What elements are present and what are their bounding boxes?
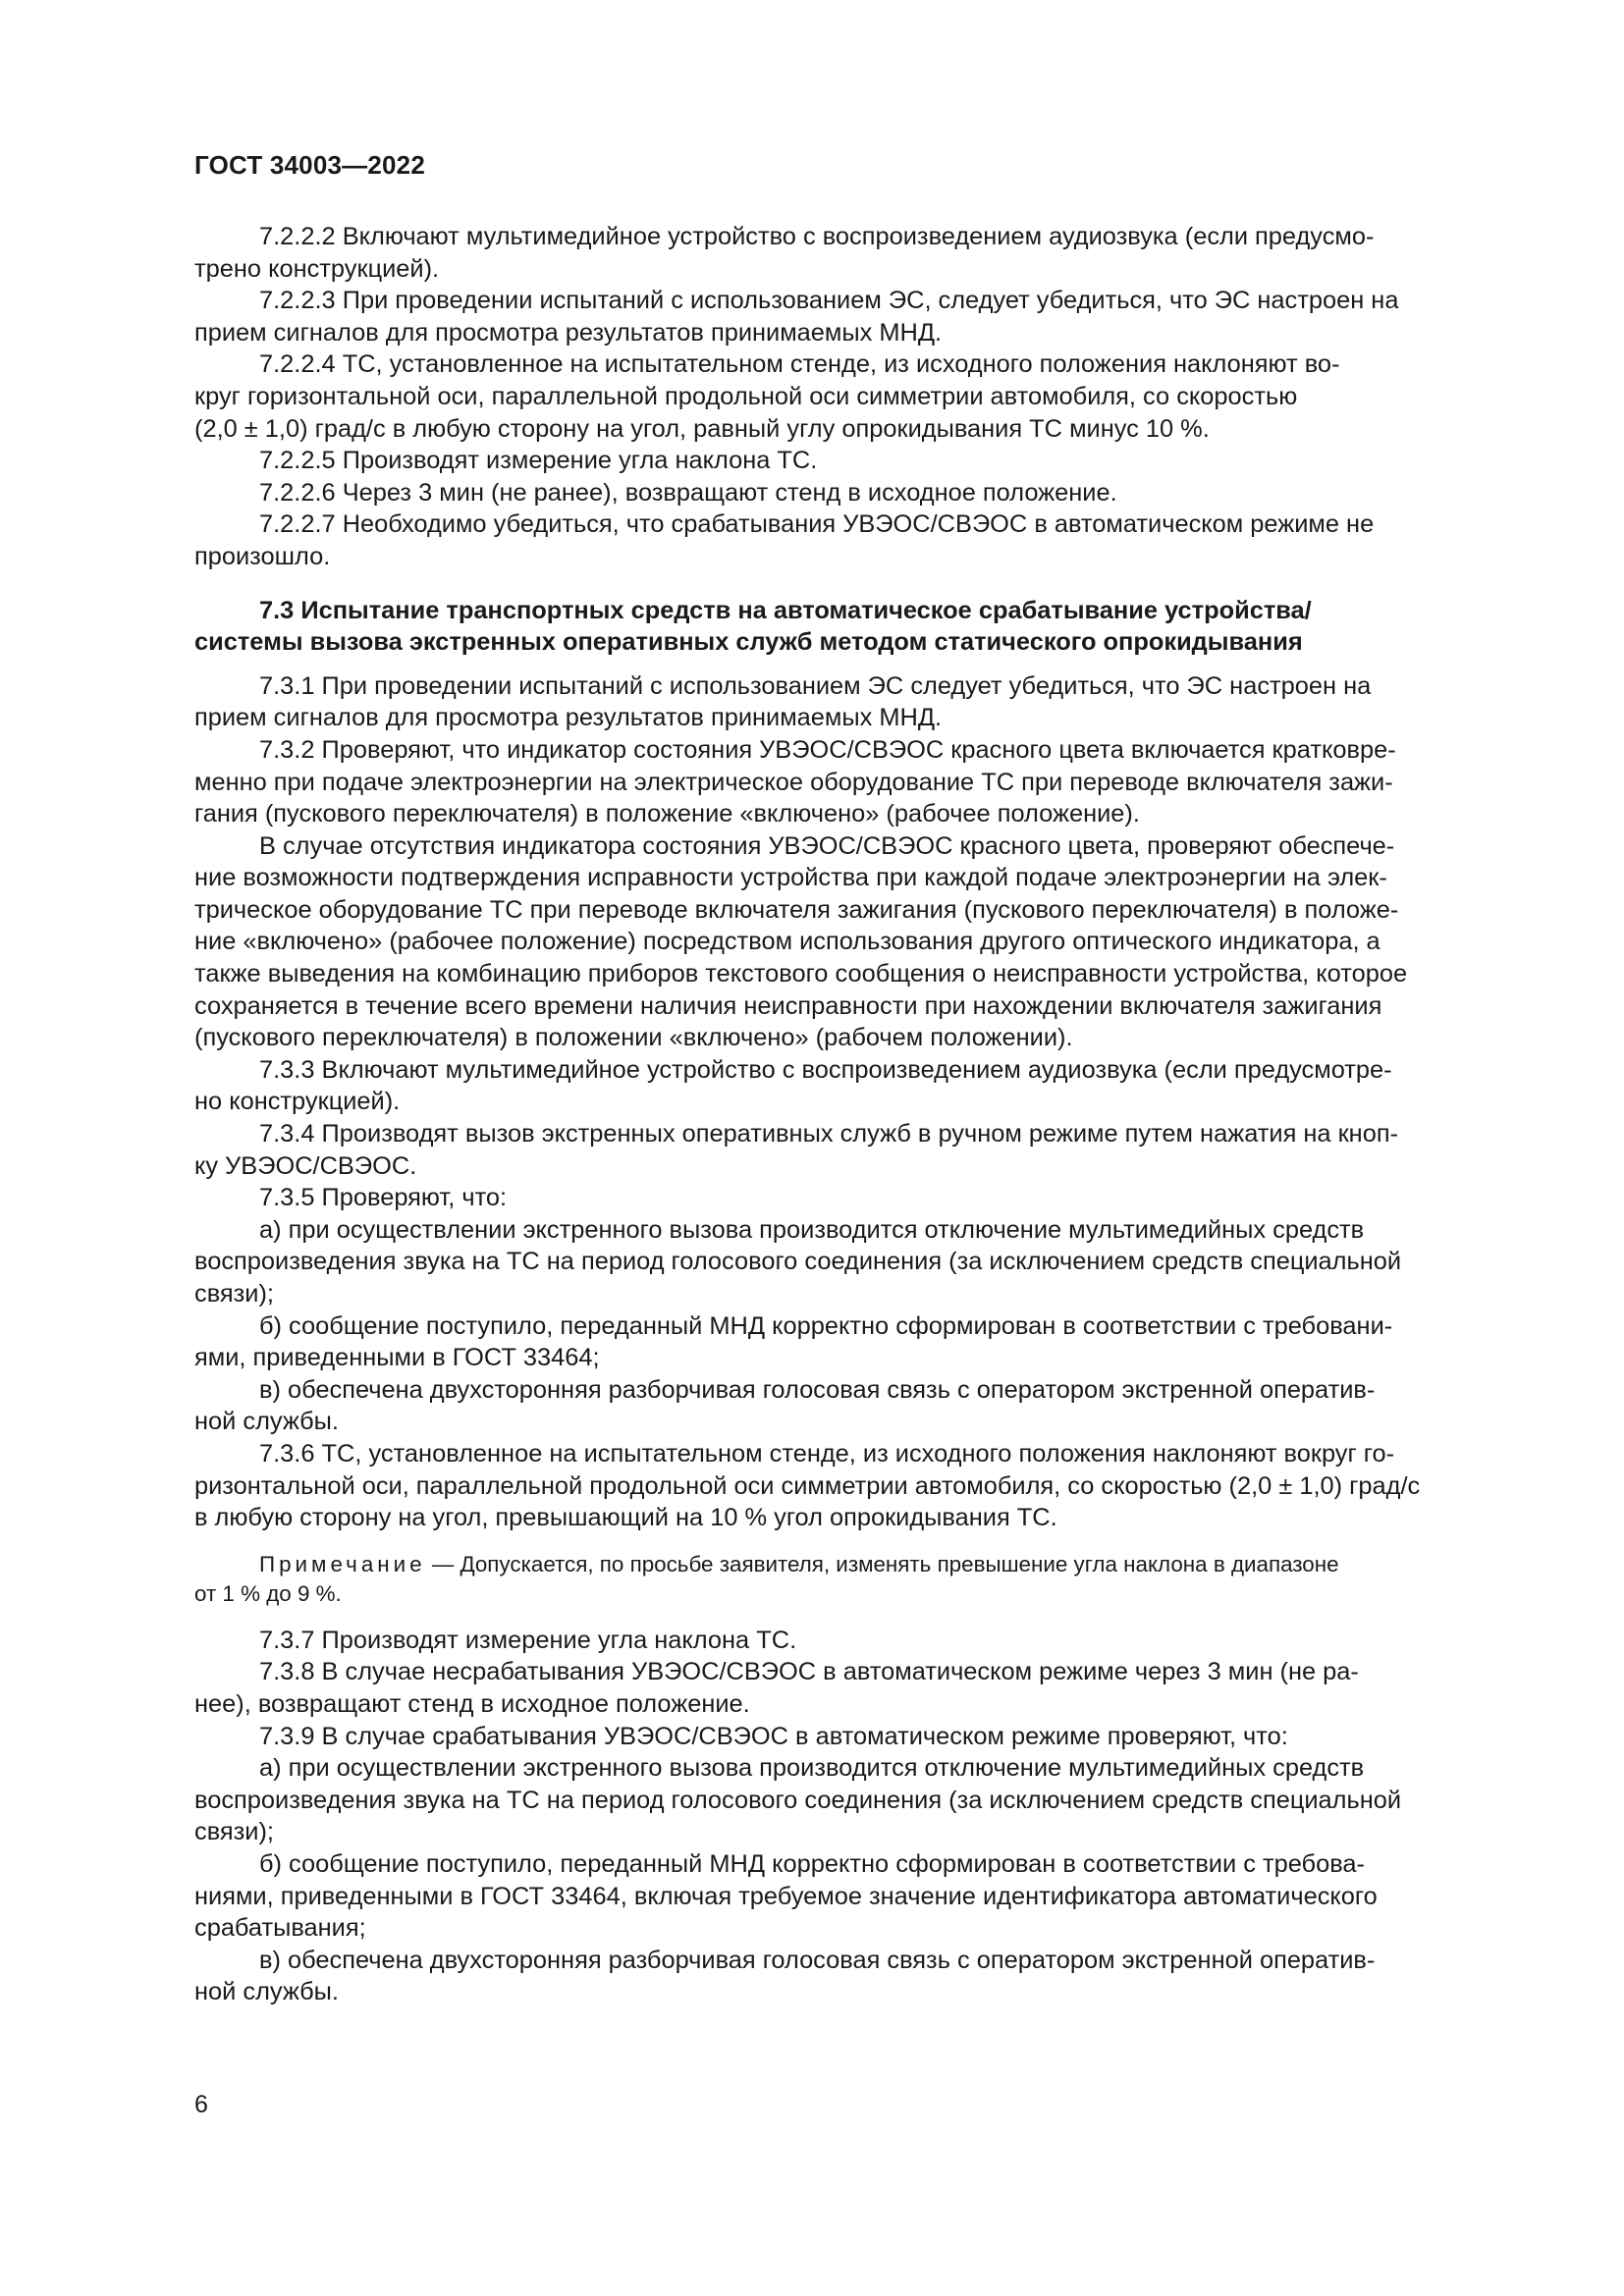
- text-line: 7.3.7 Производят измерение угла наклона ТС.: [259, 1626, 797, 1654]
- document-body: [194, 221, 1511, 2008]
- text-line: 7.2.2.7 Необходимо убедиться, что срабатывания УВЭОС/СВЭОС в автоматическом режиме не: [259, 510, 1375, 539]
- paragraph-7-2-2-6: [194, 477, 1511, 509]
- text-line: воспроизведения звука на ТС на период голосового соединения (за исключением средств специальной: [194, 1248, 1402, 1276]
- text-line: В случае отсутствия индикатора состояния УВЭОС/СВЭОС красного цвета, проверяют обеспече-: [259, 831, 1395, 860]
- text-line: гания (пускового переключателя) в положение «включено» (рабочее положение).: [194, 800, 1140, 828]
- paragraph-7-3-5: [194, 1182, 1511, 1214]
- paragraph-7-3-2: [194, 734, 1511, 830]
- text-line: трено конструкцией).: [194, 254, 440, 283]
- paragraph-7-2-2-7: [194, 508, 1511, 572]
- note-block: [194, 1550, 1511, 1609]
- paragraph-7-3-8: [194, 1656, 1511, 1720]
- text-line: сохраняется в течение всего времени наличия неисправности при нахождении включателя зажигания: [194, 991, 1382, 1020]
- text-line: круг горизонтальной оси, параллельной продольной оси симметрии автомобиля, со скоростью: [194, 382, 1298, 410]
- text-line: 7.2.2.4 ТС, установленное на испытательном стенде, из исходного положения наклоняют во-: [259, 350, 1340, 379]
- paragraph-7-2-2-4: [194, 348, 1511, 445]
- page-number: 6: [194, 2091, 208, 2118]
- note-text: — Допускается, по просьбе заявителя, изменять превышение угла наклона в диапазоне: [425, 1551, 1339, 1576]
- text-line: 7.3.4 Производят вызов экстренных оперативных служб в ручном режиме путем нажатия на кноп-: [259, 1120, 1399, 1148]
- text-line: в) обеспечена двухсторонняя разборчивая голосовая связь с оператором экстренной оператив-: [259, 1375, 1376, 1404]
- list-item-b-2: [194, 1848, 1511, 1945]
- paragraph-7-2-2-5: [194, 445, 1511, 477]
- text-line: 7.3.3 Включают мультимедийное устройство с воспроизведением аудиозвука (если предусмотре-: [259, 1055, 1392, 1084]
- text-line: 7.3.6 ТС, установленное на испытательном стенде, из исходного положения наклоняют вокруг го-: [259, 1439, 1395, 1468]
- text-line: а) при осуществлении экстренного вызова производится отключение мультимедийных средств: [259, 1215, 1365, 1244]
- paragraph-indicator-absence: [194, 830, 1511, 1054]
- list-item-b: [194, 1310, 1511, 1374]
- text-line: связи);: [194, 1818, 274, 1846]
- text-line: прием сигналов для просмотра результатов принимаемых МНД.: [194, 318, 943, 347]
- text-line: б) сообщение поступило, переданный МНД корректно сформирован в соответствии с требова-: [259, 1849, 1366, 1878]
- paragraph-7-3-3: [194, 1054, 1511, 1118]
- paragraph-7-3-4: [194, 1118, 1511, 1182]
- text-line: связи);: [194, 1280, 274, 1308]
- text-line: 7.3.8 В случае несрабатывания УВЭОС/СВЭОС в автоматическом режиме через 3 мин (не ра-: [259, 1658, 1359, 1686]
- text-line: 7.2.2.2 Включают мультимедийное устройство с воспроизведением аудиозвука (если предусмо-: [259, 223, 1375, 250]
- text-line: ной службы.: [194, 1408, 339, 1436]
- text-line: б) сообщение поступило, переданный МНД корректно сформирован в соответствии с требовани-: [259, 1311, 1393, 1340]
- text-line: также выведения на комбинацию приборов текстового сообщения о неисправности устройства, которое: [194, 960, 1408, 988]
- list-item-a: [194, 1214, 1511, 1310]
- text-line: в любую сторону на угол, превышающий на 10 % угол опрокидывания ТС.: [194, 1504, 1057, 1532]
- text-line: ной службы.: [194, 1978, 339, 2006]
- heading-line: 7.3 Испытание транспортных средств на автоматическое срабатывание устройства/: [259, 596, 1312, 624]
- text-line: воспроизведения звука на ТС на период голосового соединения (за исключением средств специальной: [194, 1786, 1402, 1814]
- paragraph-7-3-7: [194, 1625, 1511, 1657]
- note-label: Примечание: [259, 1551, 426, 1576]
- text-line: (2,0 ± 1,0) град/с в любую сторону на угол, равный углу опрокидывания ТС минус 10 %.: [194, 414, 1210, 443]
- text-line: менно при подаче электроэнергии на электрическое оборудование ТС при переводе включателя зажи-: [194, 768, 1393, 796]
- text-line: 7.2.2.6 Через 3 мин (не ранее), возвращают стенд в исходное положение.: [259, 478, 1117, 507]
- note-line: от 1 % до 9 %.: [194, 1580, 342, 1606]
- text-line: прием сигналов для просмотра результатов принимаемых МНД.: [194, 704, 943, 732]
- text-line: а) при осуществлении экстренного вызова производится отключение мультимедийных средств: [259, 1754, 1365, 1783]
- paragraph-7-2-2-2: [194, 221, 1511, 285]
- text-line: в) обеспечена двухсторонняя разборчивая голосовая связь с оператором экстренной оператив-: [259, 1946, 1376, 1974]
- text-line: 7.3.5 Проверяют, что:: [259, 1184, 508, 1212]
- text-line: 7.3.9 В случае срабатывания УВЭОС/СВЭОС в автоматическом режиме проверяют, что:: [259, 1722, 1288, 1750]
- text-line: 7.3.2 Проверяют, что индикатор состояния УВЭОС/СВЭОС красного цвета включается кратковре-: [259, 735, 1396, 764]
- text-line: ями, приведенными в ГОСТ 33464;: [194, 1344, 600, 1372]
- text-line: ку УВЭОС/СВЭОС.: [194, 1151, 417, 1180]
- section-heading-7-3: [194, 595, 1511, 659]
- document-header: ГОСТ 34003—2022: [194, 150, 425, 180]
- text-line: ние «включено» (рабочее положение) посредством использования другого оптического индикатора, а: [194, 928, 1380, 956]
- list-item-a-2: [194, 1752, 1511, 1848]
- text-line: ние возможности подтверждения исправности устройства при каждой подаче электроэнергии на элек-: [194, 864, 1387, 892]
- text-line: нее), возвращают стенд в исходное положение.: [194, 1689, 750, 1718]
- list-item-v: [194, 1374, 1511, 1438]
- paragraph-7-3-6: [194, 1438, 1511, 1534]
- text-line: 7.3.1 При проведении испытаний с использованием ЭС следует убедиться, что ЭС настроен на: [259, 671, 1372, 700]
- note-line: [194, 1550, 1511, 1579]
- heading-line: системы вызова экстренных оперативных служб методом статического опрокидывания: [194, 628, 1303, 657]
- text-line: но конструкцией).: [194, 1088, 401, 1116]
- list-item-v-2: [194, 1945, 1511, 2008]
- text-line: (пускового переключателя) в положении «включено» (рабочем положении).: [194, 1024, 1073, 1052]
- text-line: срабатывания;: [194, 1914, 366, 1943]
- paragraph-7-3-1: [194, 670, 1511, 734]
- text-line: 7.2.2.3 При проведении испытаний с использованием ЭС, следует убедиться, что ЭС настроен на: [259, 287, 1399, 315]
- text-line: ризонтальной оси, параллельной продольной оси симметрии автомобиля, со скоростью (2,0 ± 1,0) град/с: [194, 1471, 1421, 1500]
- paragraph-7-2-2-3: [194, 285, 1511, 348]
- text-line: 7.2.2.5 Производят измерение угла наклона ТС.: [259, 447, 818, 475]
- text-line: трическое оборудование ТС при переводе включателя зажигания (пускового переключателя) в положе-: [194, 895, 1399, 924]
- text-line: произошло.: [194, 542, 331, 570]
- paragraph-7-3-9: [194, 1721, 1511, 1753]
- text-line: ниями, приведенными в ГОСТ 33464, включая требуемое значение идентификатора автоматического: [194, 1882, 1378, 1910]
